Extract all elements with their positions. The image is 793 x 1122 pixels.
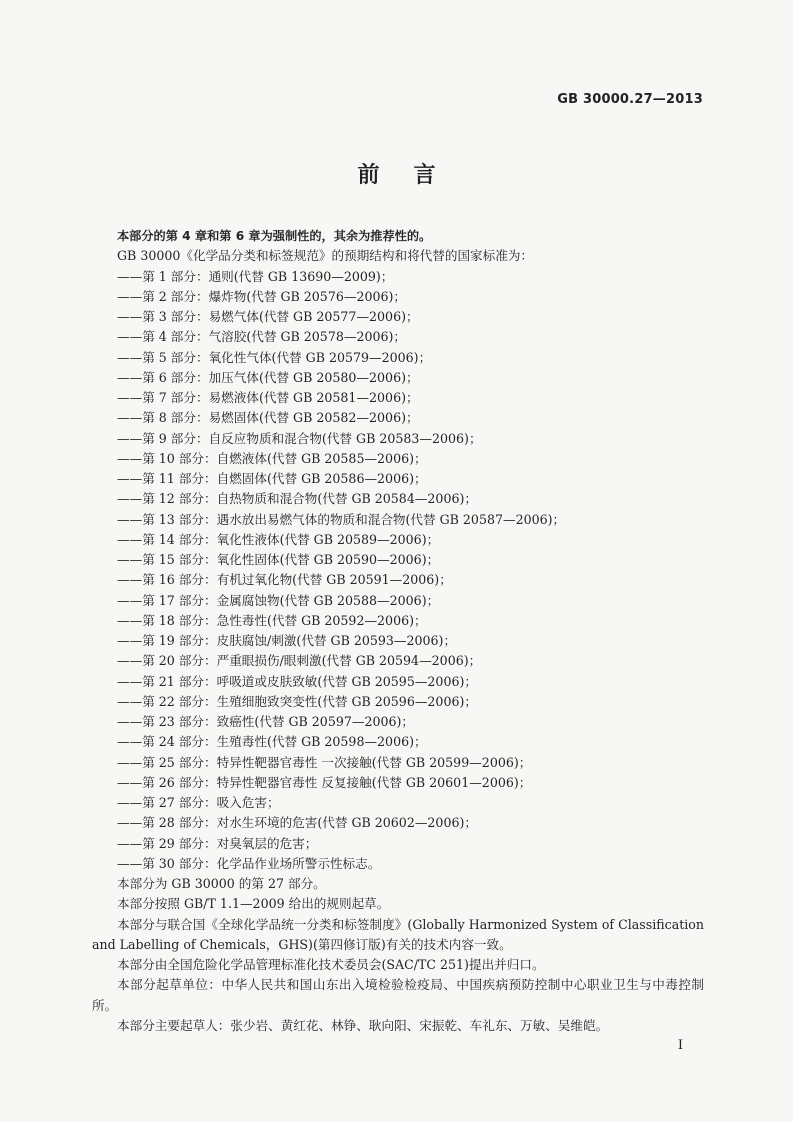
list-item: ——第 7 部分：易燃液体(代替 GB 20581—2006)； (117, 390, 419, 405)
list-item: ——第 17 部分：金属腐蚀物(代替 GB 20588—2006)； (117, 592, 440, 608)
list-item: ——第 29 部分：对臭氧层的危害； (117, 835, 318, 851)
page-number: I (677, 1038, 683, 1053)
proposed-by: 本部分由全国危险化学品管理标准化技术委员会(SAC/TC 251)提出并归口。 (117, 957, 545, 972)
list-item: ——第 26 部分：特异性靶器官毒性 反复接触(代替 GB 20601—2006)； (117, 774, 532, 790)
part-statement: 本部分为 GB 30000 的第 27 部分。 (117, 876, 326, 891)
mandatory-note: 本部分的第 4 章和第 6 章为强制性的，其余为推荐性的。 (117, 229, 432, 243)
list-item: ——第 19 部分：皮肤腐蚀/刺激(代替 GB 20593—2006)； (117, 633, 457, 648)
list-item: ——第 22 部分：生殖细胞致突变性(代替 GB 20596—2006)； (117, 693, 477, 709)
list-item: ——第 12 部分：自热物质和混合物(代替 GB 20584—2006)； (117, 491, 477, 507)
series-intro: GB 30000《化学品分类和标签规范》的预期结构和将代替的国家标准为： (117, 248, 534, 264)
list-item: ——第 15 部分：氧化性固体(代替 GB 20590—2006)； (117, 552, 440, 567)
list-item: ——第 1 部分：通则(代替 GB 13690—2009)； (117, 268, 394, 284)
list-item: ——第 20 部分：严重眼损伤/眼刺激(代替 GB 20594—2006)； (117, 653, 482, 669)
list-item: ——第 5 部分：氧化性气体(代替 GB 20579—2006)； (117, 349, 432, 365)
list-item: ——第 28 部分：对水生环境的危害(代替 GB 20602—2006)； (117, 815, 477, 831)
parts-list (92, 267, 704, 875)
page-title: 前言 (357, 163, 470, 188)
list-item: ——第 23 部分：致癌性(代替 GB 20597—2006)； (117, 714, 415, 729)
drafting-units: 本部分起草单位：中华人民共和国山东出入境检验检疫局、中国疾病预防控制中心职业卫生与中毒控制所。 (92, 977, 704, 1013)
standard-number: GB 30000.27—2013 (557, 92, 703, 107)
list-item: ——第 13 部分：遇水放出易燃气体的物质和混合物(代替 GB 20587—2006)； (117, 511, 566, 527)
list-item: ——第 4 部分：气溶胶(代替 GB 20578—2006)； (117, 329, 406, 345)
list-item: ——第 18 部分：急性毒性(代替 GB 20592—2006)； (117, 612, 427, 628)
list-item: ——第 16 部分：有机过氧化物(代替 GB 20591—2006)； (117, 572, 452, 588)
drafting-rule: 本部分按照 GB/T 1.1—2009 给出的规则起草。 (117, 896, 390, 912)
list-item: ——第 25 部分：特异性靶器官毒性 一次接触(代替 GB 20599—2006)； (117, 754, 532, 770)
list-item: ——第 2 部分：爆炸物(代替 GB 20576—2006)； (117, 288, 406, 304)
list-item: ——第 6 部分：加压气体(代替 GB 20580—2006)； (117, 369, 419, 385)
list-item: ——第 21 部分：呼吸道或皮肤致敏(代替 GB 20595—2006)； (117, 673, 477, 689)
foreword-body (92, 226, 704, 1036)
list-item: ——第 11 部分：自燃固体(代替 GB 20586—2006)； (117, 471, 427, 486)
list-item: ——第 8 部分：易燃固体(代替 GB 20582—2006)； (117, 410, 419, 426)
list-item: ——第 3 部分：易燃气体(代替 GB 20577—2006)； (117, 309, 419, 324)
list-item: ——第 14 部分：氧化性液体(代替 GB 20589—2006)； (117, 531, 440, 547)
ghs-consistency: 本部分与联合国《全球化学品统一分类和标签制度》(Globally Harmonized System of Classification and Labelling of Chemicals，GHS)(第四修订版)有关的技术内容一致。 (92, 916, 704, 952)
list-item: ——第 27 部分：吸入危害； (117, 795, 280, 810)
list-item: ——第 10 部分：自燃液体(代替 GB 20585—2006)； (117, 450, 427, 466)
drafters: 本部分主要起草人：张少岩、黄红花、林铮、耿向阳、宋振乾、车礼东、万敏、吴维皑。 (117, 1017, 609, 1033)
list-item: ——第 24 部分：生殖毒性(代替 GB 20598—2006)； (117, 734, 427, 750)
list-item: ——第 9 部分：自反应物质和混合物(代替 GB 20583—2006)； (117, 430, 482, 446)
list-item: ——第 30 部分：化学品作业场所警示性标志。 (117, 855, 381, 871)
